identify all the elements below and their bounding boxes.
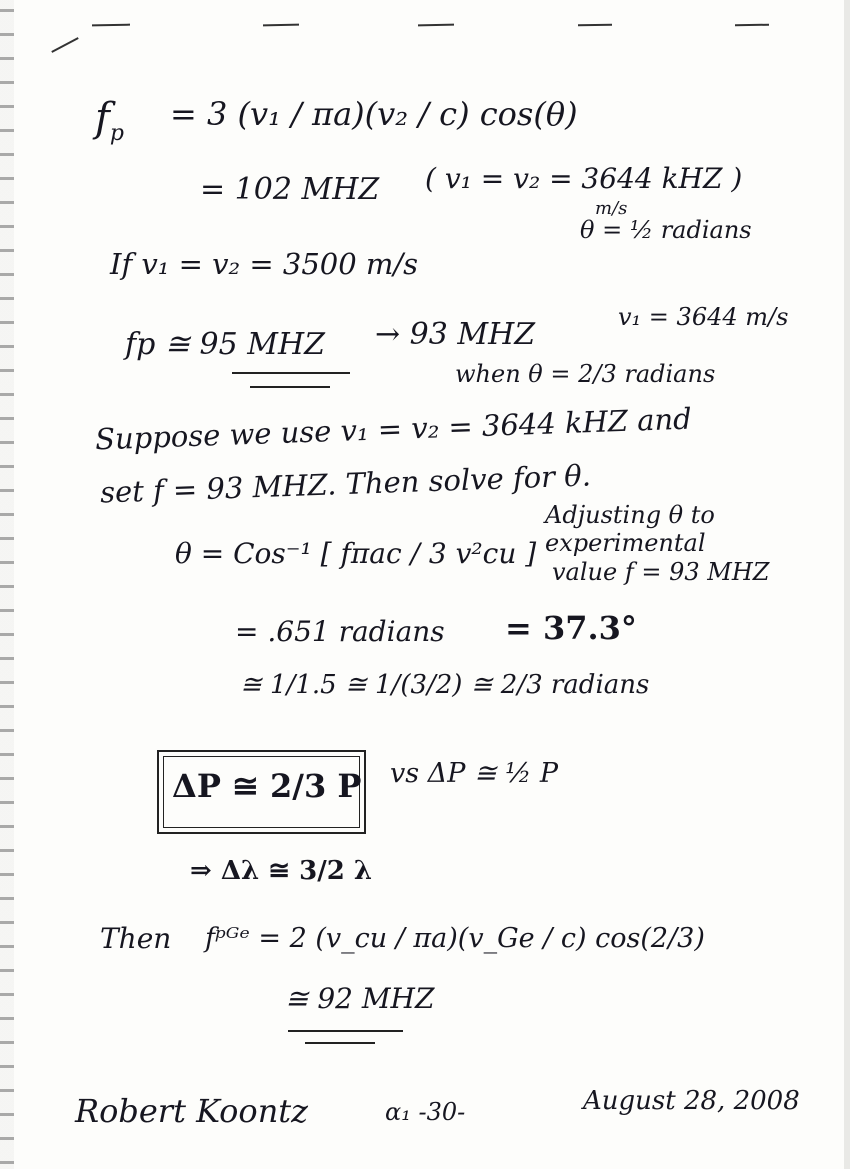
versus-delta-p-half: vs ΔP ≅ ½ P <box>390 758 559 789</box>
delta-lambda-result: ⇒ Δλ ≅ 3/2 λ <box>190 856 373 886</box>
page-edge <box>844 0 850 1169</box>
final-92mhz: ≅ 92 MHZ <box>285 982 435 1015</box>
top-dash <box>578 24 612 27</box>
date: August 28, 2008 <box>583 1086 800 1116</box>
velocity-unit: m/s <box>595 198 628 219</box>
then-label: Then <box>100 922 172 955</box>
adjusting-note-2: experimental <box>545 529 706 557</box>
underline <box>232 372 350 374</box>
answer-degrees: = 37.3° <box>505 609 637 647</box>
velocity-condition: ( v₁ = v₂ = 3644 kHZ ) <box>425 162 743 195</box>
top-dash <box>51 37 78 53</box>
fp-symbol: f <box>95 95 110 141</box>
theta-arccos-expression: θ = Cos⁻¹ [ fπac / 3 v²cu ] <box>175 537 537 570</box>
page-number: α₁ -30- <box>385 1098 466 1126</box>
final-fp-formula: fᵖᴳᵉ = 2 (v_cu / πa)(v_Ge / c) cos(2/3) <box>205 923 705 954</box>
underline <box>288 1030 403 1032</box>
if-velocity-3500: If v₁ = v₂ = 3500 m/s <box>110 247 419 281</box>
formula-fp-rhs: = 3 (v₁ / πa)(v₂ / c) cos(θ) <box>170 95 578 133</box>
top-dash <box>418 24 454 27</box>
approx-two-thirds: ≅ 1/1.5 ≅ 1/(3/2) ≅ 2/3 radians <box>240 670 650 700</box>
value-102mhz: = 102 MHZ <box>200 172 380 207</box>
when-theta-two-thirds: when θ = 2/3 radians <box>455 360 716 388</box>
top-dash <box>735 24 769 27</box>
fp-approx-95mhz: fp ≅ 95 MHZ <box>125 327 325 362</box>
theta-half-radians: θ = ½ radians <box>580 216 752 244</box>
fp-subscript: p <box>109 121 124 146</box>
adjusting-note-1: Adjusting θ to <box>545 501 715 529</box>
suppose-line: Suppose we use v₁ = v₂ = 3644 kHZ and <box>94 401 693 457</box>
set-f-line: set f = 93 MHZ. Then solve for θ. <box>99 458 592 510</box>
top-dash <box>92 24 130 27</box>
signature: Robert Koontz <box>75 1092 309 1130</box>
top-dash <box>263 24 299 27</box>
arrow-93mhz: → 93 MHZ <box>375 317 536 352</box>
spiral-binding <box>0 0 14 1169</box>
underline <box>305 1042 375 1044</box>
delta-p-two-thirds: ΔP ≅ 2/3 P <box>172 767 362 805</box>
underline <box>250 386 330 388</box>
answer-radians: = .651 radians <box>235 615 445 648</box>
adjusting-note-3: value f = 93 MHZ <box>552 558 770 586</box>
v1-3644-note: v₁ = 3644 m/s <box>618 303 789 331</box>
formula-fp-lhs <box>95 95 124 146</box>
